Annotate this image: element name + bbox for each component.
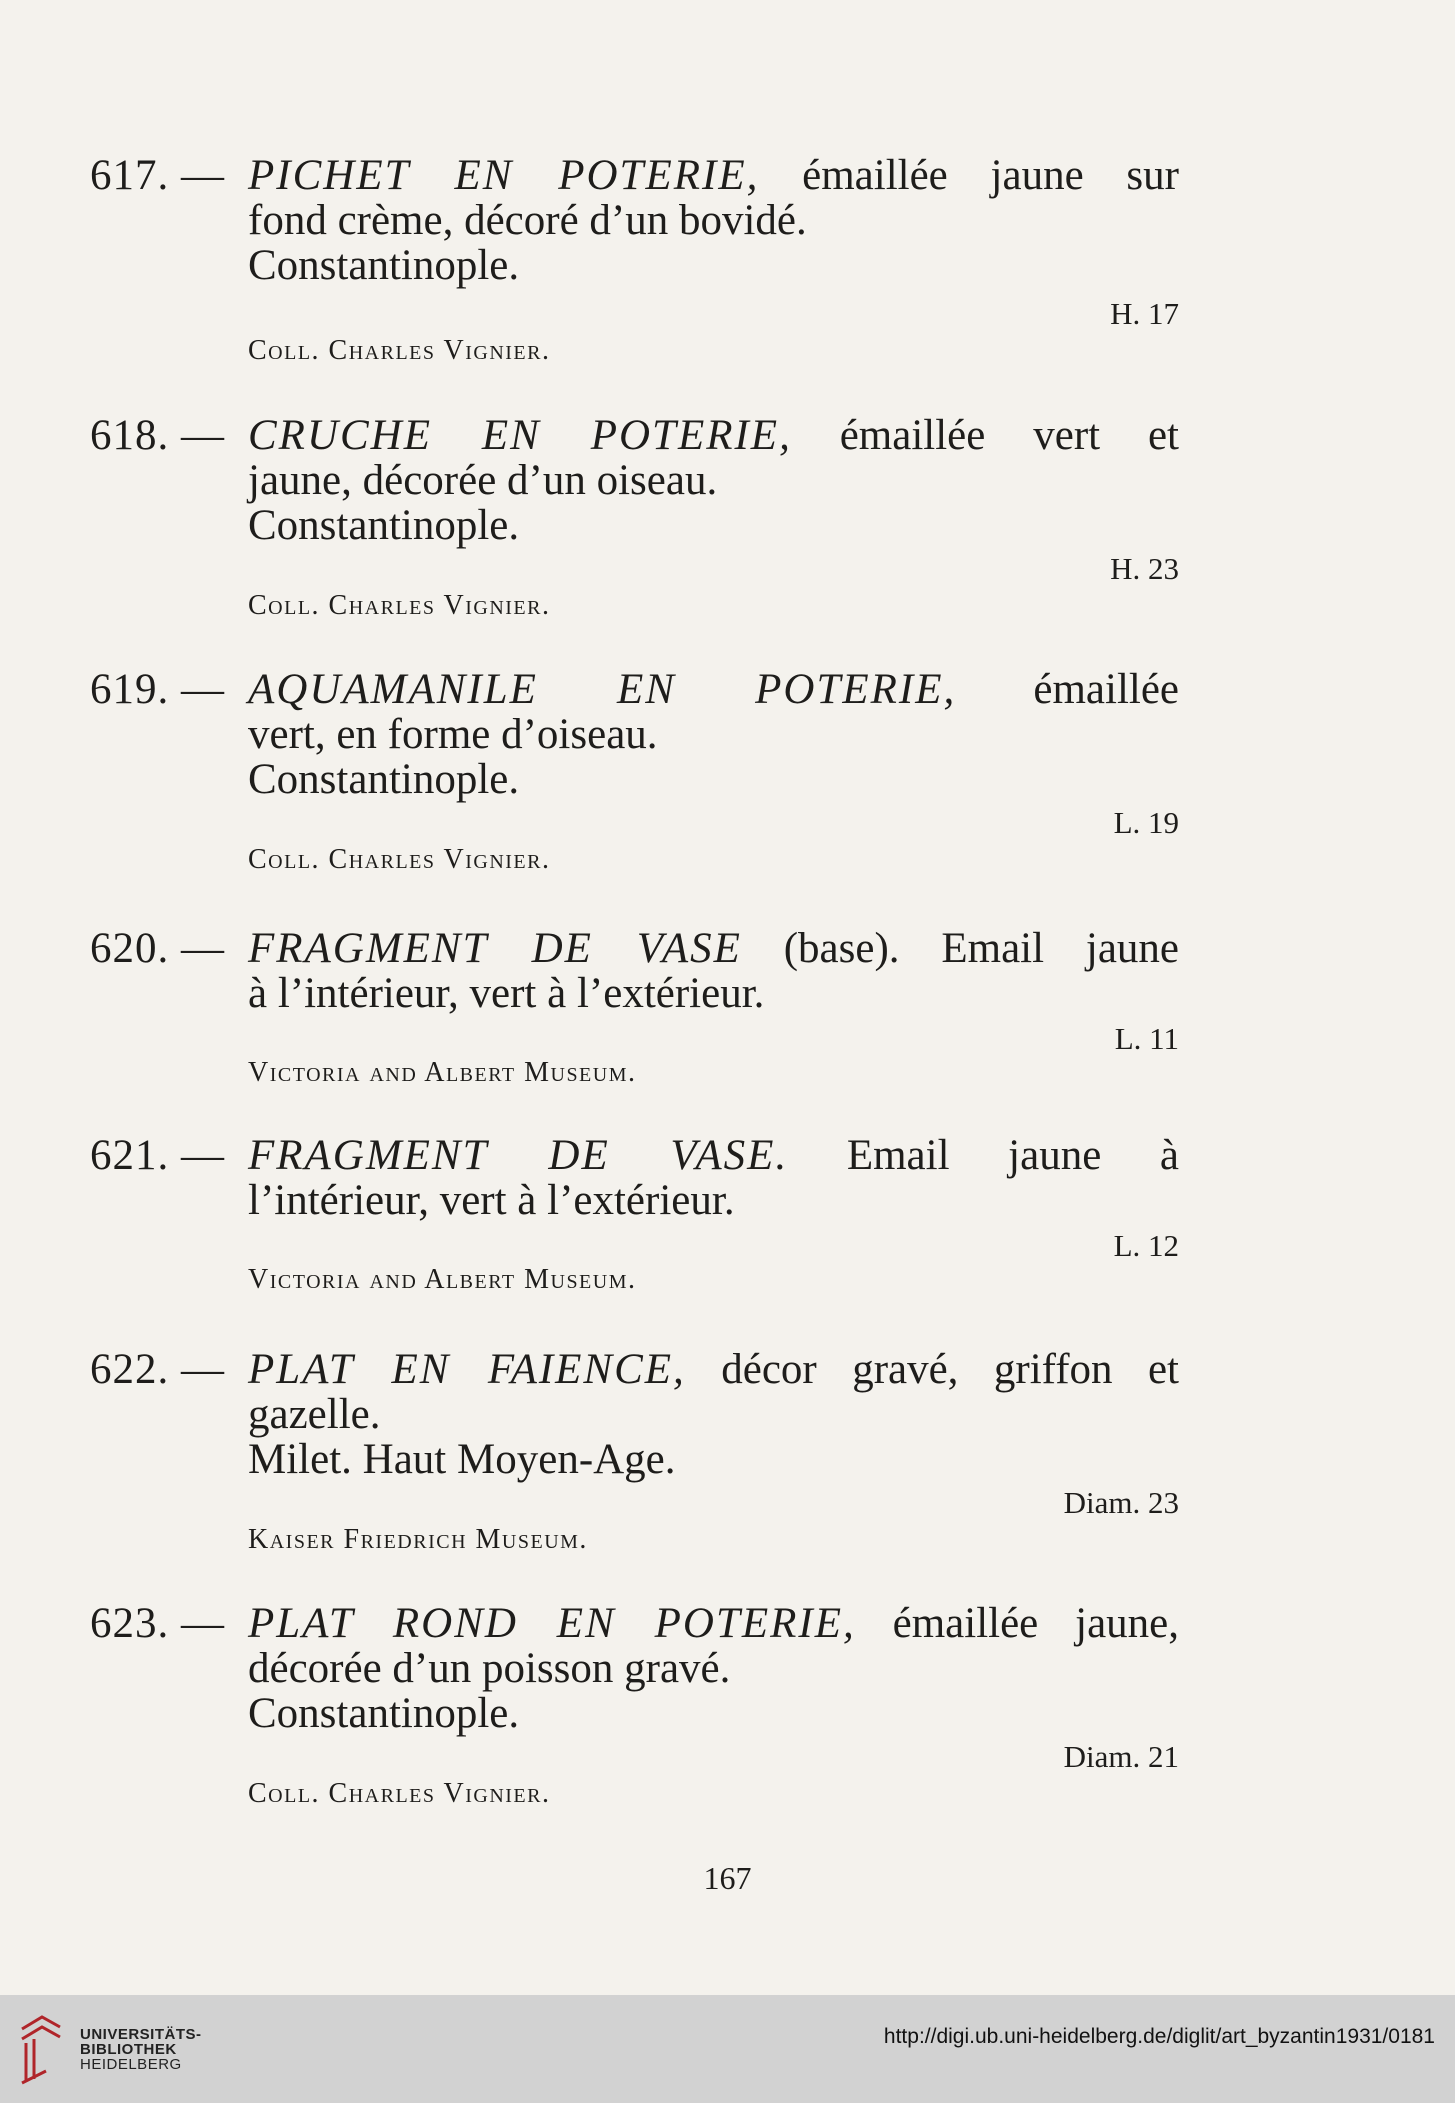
entry-heading [248,152,1179,199]
entry-description: émaillée [1033,666,1180,713]
entry-title: FRAGMENT DE VASE [248,925,742,972]
entry-title: PLAT EN FAIENCE, [248,1346,686,1393]
page-number: 167 [703,1860,752,1896]
entry-description: décor gravé, griffon et [721,1346,1179,1393]
entry-provenance: Coll. Charles Vignier. [248,844,551,875]
entry-title: PICHET EN POTERIE, [248,152,760,199]
entry-number-dash: 623. — [90,1600,225,1647]
entry-title: PLAT ROND EN POTERIE, [248,1600,856,1647]
entry-title: CRUCHE EN POTERIE, [248,412,792,459]
entry-provenance: Kaiser Friedrich Museum. [248,1524,588,1555]
entry-heading [248,412,1179,459]
entry-description-line: jaune, décorée d’un oiseau. [248,457,718,504]
entry-description-line: gazelle. [248,1391,381,1438]
entry-heading [248,925,1179,972]
entry-provenance: Coll. Charles Vignier. [248,590,551,621]
entry-origin: Constantinople. [248,242,520,289]
entry-description: émaillée vert et [839,412,1180,459]
library-logo-icon [16,2009,66,2089]
entry-provenance: Coll. Charles Vignier. [248,335,551,366]
entry-number-dash: 617. — [90,152,225,199]
entry-provenance: Victoria and Albert Museum. [248,1264,637,1295]
entry-title: AQUAMANILE EN POTERIE, [248,666,957,713]
entry-description: (base). Email jaune [783,925,1180,972]
entry-number-dash: 622. — [90,1346,225,1393]
entry-dimension: L. 12 [1113,1228,1179,1263]
entry-description: émaillée jaune, [892,1600,1180,1647]
entry-origin: Constantinople. [248,502,520,549]
entry-origin: Milet. Haut Moyen-Age. [248,1436,676,1483]
digitization-footer [0,1995,1455,2103]
source-url-link[interactable]: http://digi.ub.uni-heidelberg.de/diglit/art_byzantin1931/0181 [883,2025,1435,2048]
entry-origin: Constantinople. [248,1690,520,1737]
entry-number-dash: 619. — [90,666,225,713]
entry-description: émaillée jaune sur [802,152,1179,199]
entry-heading [248,1346,1179,1393]
entry-description-line: fond crème, décoré d’un bovidé. [248,197,807,244]
entry-dimension: H. 23 [1110,551,1179,586]
entry-number-dash: 621. — [90,1132,225,1179]
entry-heading [248,1132,1179,1179]
entry-dimension: Diam. 23 [1063,1485,1179,1520]
entry-description-line: décorée d’un poisson gravé. [248,1645,731,1692]
entry-dimension: L. 11 [1114,1021,1179,1056]
entry-title: FRAGMENT DE VASE. [248,1132,789,1179]
entry-origin: Constantinople. [248,756,520,803]
entry-provenance: Victoria and Albert Museum. [248,1057,637,1088]
entry-dimension: L. 19 [1113,805,1179,840]
library-logo-text: UNIVERSITÄTS- BIBLIOTHEK HEIDELBERG [80,2026,202,2073]
entry-number-dash: 620. — [90,925,225,972]
entry-heading [248,1600,1179,1647]
entry-provenance: Coll. Charles Vignier. [248,1778,551,1809]
entry-heading [248,666,1179,713]
entry-number-dash: 618. — [90,412,225,459]
entry-description-line: à l’intérieur, vert à l’extérieur. [248,970,765,1017]
entry-description: Email jaune à [846,1132,1180,1179]
entry-description-line: l’intérieur, vert à l’extérieur. [248,1177,735,1224]
entry-dimension: Diam. 21 [1063,1739,1179,1774]
entry-dimension: H. 17 [1110,296,1179,331]
entry-description-line: vert, en forme d’oiseau. [248,711,658,758]
